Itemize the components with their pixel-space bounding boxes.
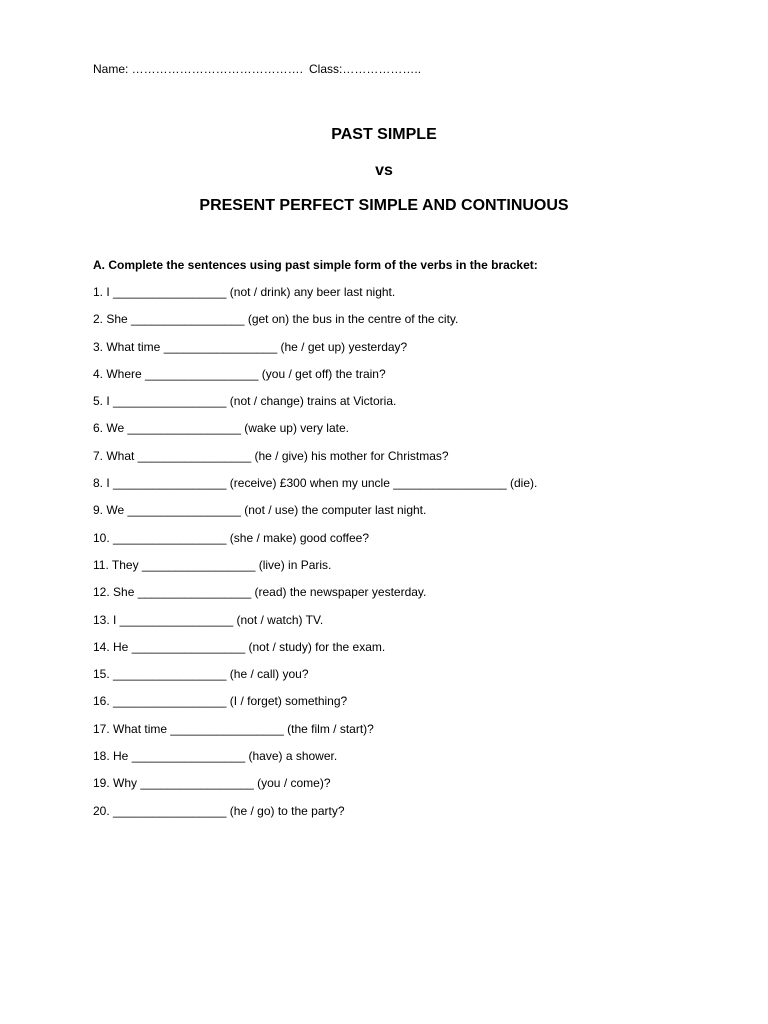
exercise-item: 18. He _________________ (have) a shower. xyxy=(93,749,338,764)
student-header xyxy=(93,62,421,76)
exercise-item: 19. Why _________________ (you / come)? xyxy=(93,776,331,791)
exercise-list xyxy=(93,285,537,831)
class-field-label: Class:……………….. xyxy=(309,62,422,76)
exercise-item: 11. They _________________ (live) in Paris. xyxy=(93,557,332,572)
title-past-simple: PAST SIMPLE xyxy=(331,126,437,143)
exercise-item: 4. Where _________________ (you / get off) the train? xyxy=(93,366,386,381)
title-present-perfect: PRESENT PERFECT SIMPLE AND CONTINUOUS xyxy=(199,197,569,214)
exercise-item: 7. What _________________ (he / give) his mother for Christmas? xyxy=(93,448,449,463)
exercise-item: 6. We _________________ (wake up) very late. xyxy=(93,421,349,436)
exercise-item: 20. _________________ (he / go) to the party? xyxy=(93,803,345,818)
name-field-label: Name: ……………………………………. xyxy=(93,62,304,76)
exercise-item: 14. He _________________ (not / study) for the exam. xyxy=(93,639,386,654)
exercise-item: 16. _________________ (I / forget) something? xyxy=(93,694,348,709)
exercise-item: 5. I _________________ (not / change) trains at Victoria. xyxy=(93,394,397,409)
section-a-instruction: A. Complete the sentences using past simple form of the verbs in the bracket: xyxy=(93,258,538,272)
exercise-item: 13. I _________________ (not / watch) TV. xyxy=(93,612,324,627)
exercise-item: 1. I _________________ (not / drink) any beer last night. xyxy=(93,285,396,299)
exercise-item: 10. _________________ (she / make) good coffee? xyxy=(93,530,369,545)
title-vs: vs xyxy=(375,162,393,179)
exercise-item: 8. I _________________ (receive) £300 when my uncle _________________ (die). xyxy=(93,476,538,491)
exercise-item: 2. She _________________ (get on) the bus in the centre of the city. xyxy=(93,312,459,327)
exercise-item: 9. We _________________ (not / use) the computer last night. xyxy=(93,503,427,518)
exercise-item: 15. _________________ (he / call) you? xyxy=(93,667,309,682)
exercise-item: 12. She _________________ (read) the newspaper yesterday. xyxy=(93,585,427,600)
exercise-item: 17. What time _________________ (the film / start)? xyxy=(93,721,374,736)
exercise-item: 3. What time _________________ (he / get up) yesterday? xyxy=(93,339,408,354)
